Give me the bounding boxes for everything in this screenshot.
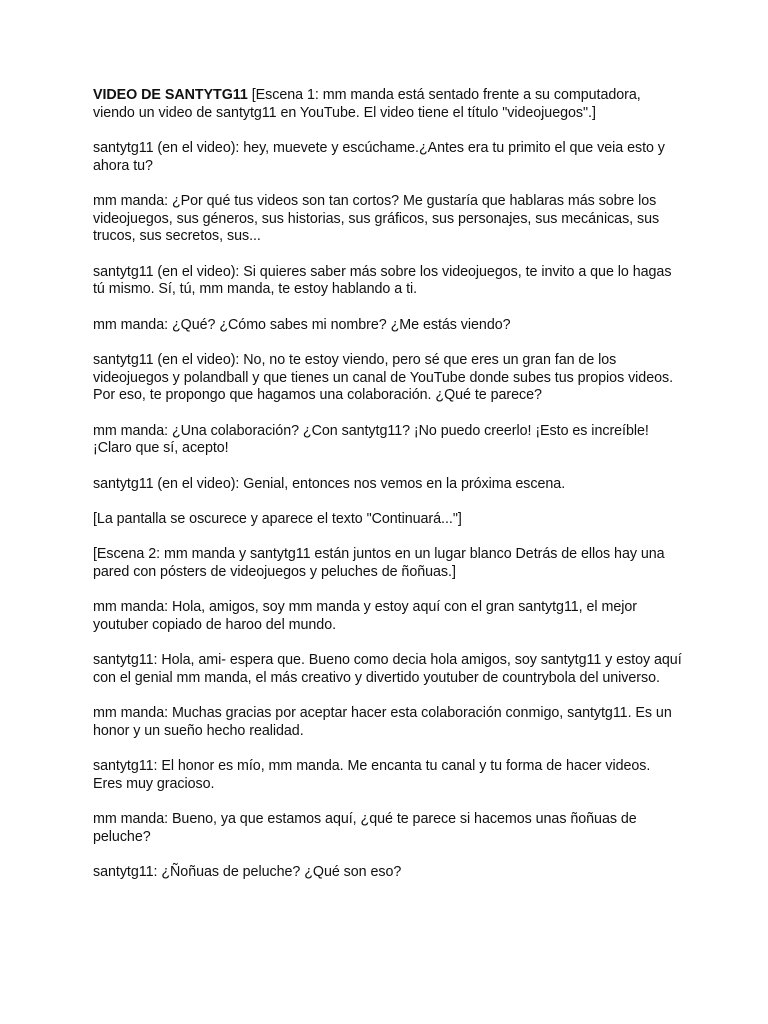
dialogue-line: mm manda: ¿Una colaboración? ¿Con santytg11? ¡No puedo creerlo! ¡Esto es increíble! ¡Claro que sí, acepto! [93, 422, 649, 457]
dialogue-line: santytg11 (en el video): Si quieres saber más sobre los videojuegos, te invito a que lo hagas tú mismo. Sí, tú, mm manda, te estoy hablando a ti. [93, 263, 672, 298]
document-title: VIDEO DE SANTYTG11 [93, 87, 248, 103]
dialogue-line: santytg11 (en el video): hey, muevete y escúchame.¿Antes era tu primito el que veia esto y ahora tu? [93, 140, 665, 174]
dialogue-line: santytg11: Hola, ami- espera que. Bueno como decia hola amigos, soy santytg11 y estoy aquí con el genial mm manda, el más creativo y divertido youtuber de countrybola del universo. [93, 652, 682, 686]
dialogue-line: mm manda: Hola, amigos, soy mm manda y estoy aquí con el gran santytg11, el mejor youtuber copiado de haroo del mundo. [93, 599, 637, 633]
dialogue-line: mm manda: Muchas gracias por aceptar hacer esta colaboración conmigo, santytg11. Es un honor y un sueño hecho realidad. [93, 705, 672, 739]
dialogue-line: santytg11 (en el video): No, no te estoy viendo, pero sé que eres un gran fan de los videojuegos y polandball y que tienes un canal de YouTube donde subes tus propios videos. Por eso, te propongo que hagamos una colaboración. ¿Qué te parece? [93, 352, 674, 404]
dialogue-line: santytg11: El honor es mío, mm manda. Me encanta tu canal y tu forma de hacer videos. Eres muy gracioso. [93, 758, 651, 792]
scene-1-direction: [Escena 1: mm manda está sentado frente a su computadora, viendo un video de santytg11 en YouTube. El video tiene el título "videojuegos".] [93, 87, 641, 121]
document-body [93, 87, 683, 900]
dialogue-line: mm manda: ¿Por qué tus videos son tan cortos? Me gustaría que hablaras más sobre los videojuegos, sus géneros, sus historias, sus gráficos, sus personajes, sus mecánicas, sus trucos, sus secretos, sus... [93, 193, 660, 245]
stage-direction: [Escena 2: mm manda y santytg11 están juntos en un lugar blanco Detrás de ellos hay una pared con pósters de videojuegos y peluches de ñoñuas.] [93, 546, 665, 580]
stage-direction: [La pantalla se oscurece y aparece el texto "Continuará..."] [93, 511, 462, 527]
dialogue-line: santytg11 (en el video): Genial, entonces nos vemos en la próxima escena. [93, 475, 566, 492]
dialogue-line: mm manda: Bueno, ya que estamos aquí, ¿qué te parece si hacemos unas ñoñuas de peluche? [93, 811, 637, 845]
paragraph-intro [93, 87, 683, 122]
dialogue-line: santytg11: ¿Ñoñuas de peluche? ¿Qué son eso? [93, 864, 402, 881]
dialogue-line: mm manda: ¿Qué? ¿Cómo sabes mi nombre? ¿Me estás viendo? [93, 316, 511, 333]
